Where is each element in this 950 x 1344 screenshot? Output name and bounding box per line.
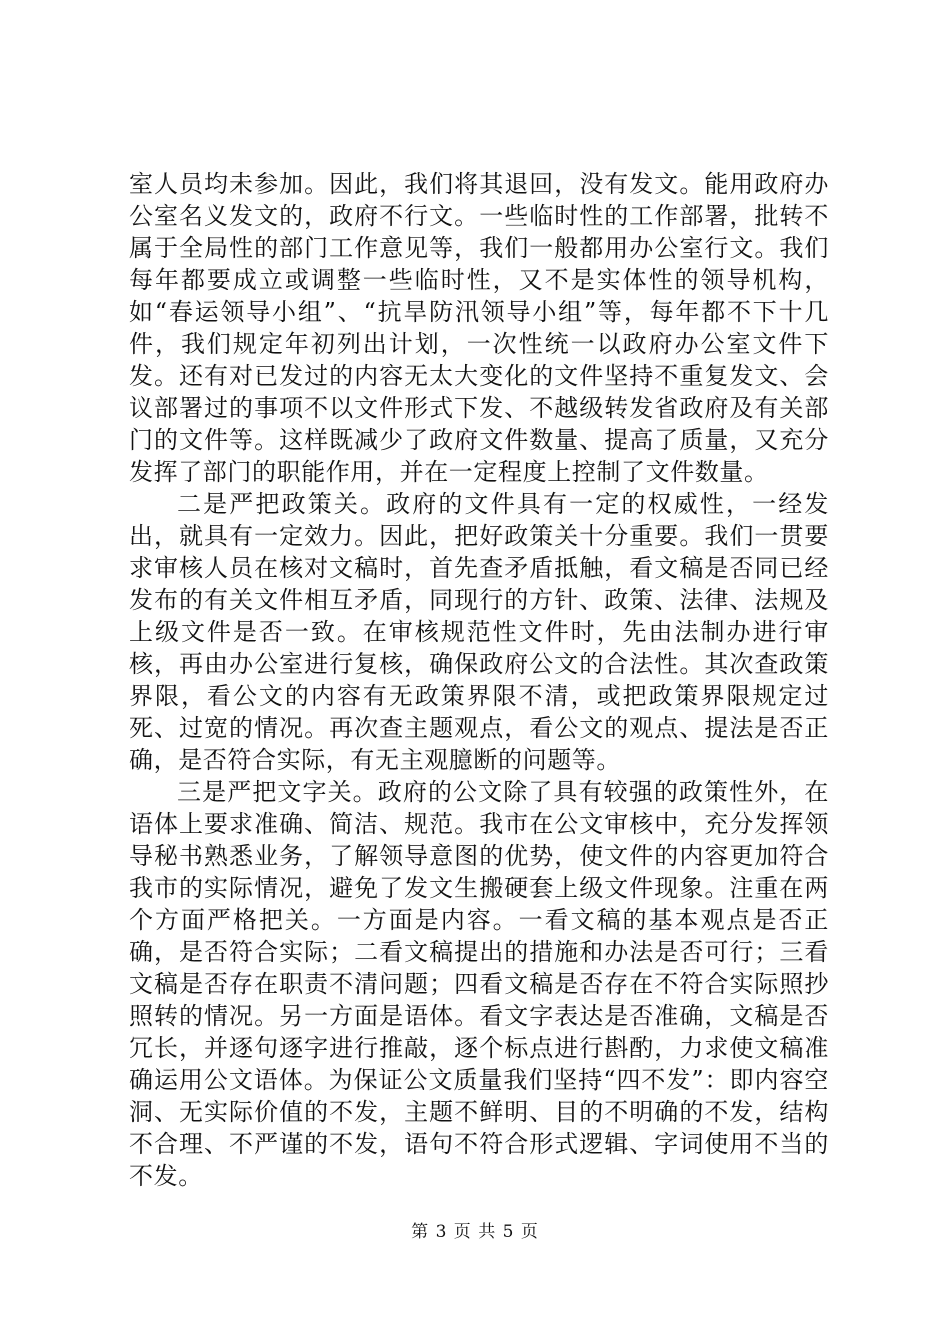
document-body [129, 168, 829, 1192]
paragraph-continuation: 室人员均未参加。因此，我们将其退回，没有发文。能用政府办公室名义发文的，政府不行文。一些临时性的工作部署，批转不属于全局性的部门工作意见等，我们一般都用办公室行文。我们每年都要成立或调整一些临时性，又不是实体性的领导机构，如“春运领导小组”、“抗旱防汛领导小组”等，每年都不下十几件，我们规定年初列出计划，一次性统一以政府办公室文件下发。还有对已发过的内容无太大变化的文件坚持不重复发文、会议部署过的事项不以文件形式下发、不越级转发省政府及有关部门的文件等。这样既减少了政府文件数量、提高了质量，又充分发挥了部门的职能作用，并在一定程度上控制了文件数量。 [129, 170, 829, 486]
paragraph-policy-review: 二是严把政策关。政府的文件具有一定的权威性，一经发出，就具有一定效力。因此，把好政策关十分重要。我们一贯要求审核人员在核对文稿时，首先查矛盾抵触，看文稿是否同已经发布的有关文件相互矛盾，同现行的方针、政策、法律、法规及上级文件是否一致。在审核规范性文件时，先由法制办进行审核，再由办公室进行复核，确保政府公文的合法性。其次查政策界限，看公文的内容有无政策界限不清，或把政策界限规定过死、过宽的情况。再次查主题观点，看公文的观点、提法是否正确，是否符合实际，有无主观臆断的问题等。 [129, 490, 829, 774]
paragraph-text-review: 三是严把文字关。政府的公文除了具有较强的政策性外，在语体上要求准确、简洁、规范。我市在公文审核中，充分发挥领导秘书熟悉业务，了解领导意图的优势，使文件的内容更加符合我市的实际情况，避免了发文生搬硬套上级文件现象。注重在两个方面严格把关。一方面是内容。一看文稿的基本观点是否正确，是否符合实际；二看文稿提出的措施和办法是否可行；三看文稿是否存在职责不清问题；四看文稿是否存在不符合实际照抄照转的情况。另一方面是语体。看文字表达是否准确，文稿是否冗长，并逐句逐字进行推敲，逐个标点进行斟酌，力求使文稿准确运用公文语体。为保证公文质量我们坚持“四不发”：即内容空洞、无实际价值的不发，主题不鲜明、目的不明确的不发，结构不合理、不严谨的不发，语句不符合形式逻辑、字词使用不当的不发。 [129, 778, 829, 1190]
page-number-footer: 第 3 页 共 5 页 [411, 1222, 539, 1242]
